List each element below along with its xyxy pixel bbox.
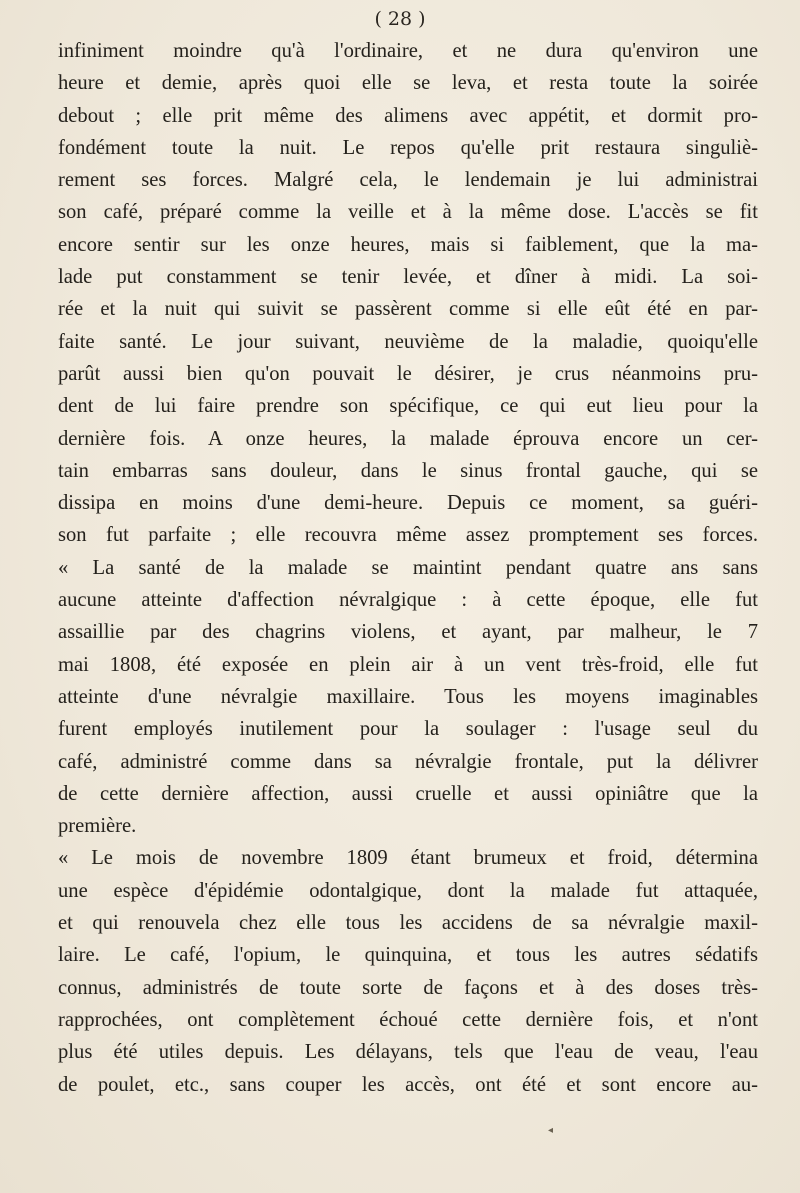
text-line: dernière fois. A onze heures, la malade éprouva encore un cer- (58, 427, 758, 450)
text-line: mai 1808, été exposée en plein air à un vent très-froid, elle fut (58, 653, 758, 676)
text-line: fondément toute la nuit. Le repos qu'elle prit restaura singuliè- (58, 136, 758, 159)
text-line: « La santé de la malade se maintint pendant quatre ans sans (58, 556, 758, 579)
text-line: lade put constamment se tenir levée, et dîner à midi. La soi- (58, 266, 758, 289)
text-line: aucune atteinte d'affection névralgique : à cette époque, elle fut (58, 589, 758, 612)
text-line: furent employés inutilement pour la soulager : l'usage seul du (58, 718, 758, 741)
text-line: plus été utiles depuis. Les délayans, tels que l'eau de veau, l'eau (58, 1041, 758, 1064)
text-line: faite santé. Le jour suivant, neuvième de la maladie, quoiqu'elle (58, 330, 758, 353)
ink-speck: ◂ (548, 1125, 554, 1136)
text-line: debout ; elle prit même des alimens avec appétit, et dormit pro- (58, 104, 758, 127)
text-line: laire. Le café, l'opium, le quinquina, et tous les autres sédatifs (58, 944, 758, 967)
text-line: tain embarras sans douleur, dans le sinus frontal gauche, qui se (58, 459, 758, 482)
text-line: et qui renouvela chez elle tous les accidens de sa névralgie maxil- (58, 912, 758, 935)
text-line: une espèce d'épidémie odontalgique, dont la malade fut attaquée, (58, 879, 758, 902)
text-line: atteinte d'une névralgie maxillaire. Tous les moyens imaginables (58, 685, 758, 708)
text-line: dent de lui faire prendre son spécifique, ce qui eut lieu pour la (58, 395, 758, 418)
text-line: infiniment moindre qu'à l'ordinaire, et ne dura qu'environ une (58, 40, 758, 62)
page-number: ( 28 ) (374, 8, 426, 30)
text-line: rement ses forces. Malgré cela, le lendemain je lui administrai (58, 169, 758, 192)
text-line: parût aussi bien qu'on pouvait le désirer, je crus néanmoins pru- (58, 362, 758, 385)
text-line: café, administré comme dans sa névralgie frontale, put la délivrer (58, 750, 758, 773)
body-text (58, 35, 758, 1101)
text-line: son café, préparé comme la veille et à la même dose. L'accès se fit (58, 201, 758, 224)
text-line: de cette dernière affection, aussi cruelle et aussi opiniâtre que la (58, 782, 758, 805)
text-line: rapprochées, ont complètement échoué cette dernière fois, et n'ont (58, 1008, 758, 1031)
text-line: son fut parfaite ; elle recouvra même assez promptement ses forces. (58, 524, 758, 547)
text-line: dissipa en moins d'une demi-heure. Depuis ce moment, sa guéri- (58, 492, 758, 515)
text-line: première. (58, 815, 137, 838)
text-line: rée et la nuit qui suivit se passèrent comme si elle eût été en par- (58, 298, 758, 321)
text-line: de poulet, etc., sans couper les accès, ont été et sont encore au- (58, 1073, 758, 1096)
text-line: connus, administrés de toute sorte de façons et à des doses très- (58, 976, 758, 999)
text-line: « Le mois de novembre 1809 étant brumeux et froid, détermina (58, 847, 758, 870)
text-line: heure et demie, après quoi elle se leva, et resta toute la soirée (58, 72, 758, 95)
text-line: assaillie par des chagrins violens, et ayant, par malheur, le 7 (58, 621, 758, 644)
text-line: encore sentir sur les onze heures, mais si faiblement, que la ma- (58, 233, 758, 256)
